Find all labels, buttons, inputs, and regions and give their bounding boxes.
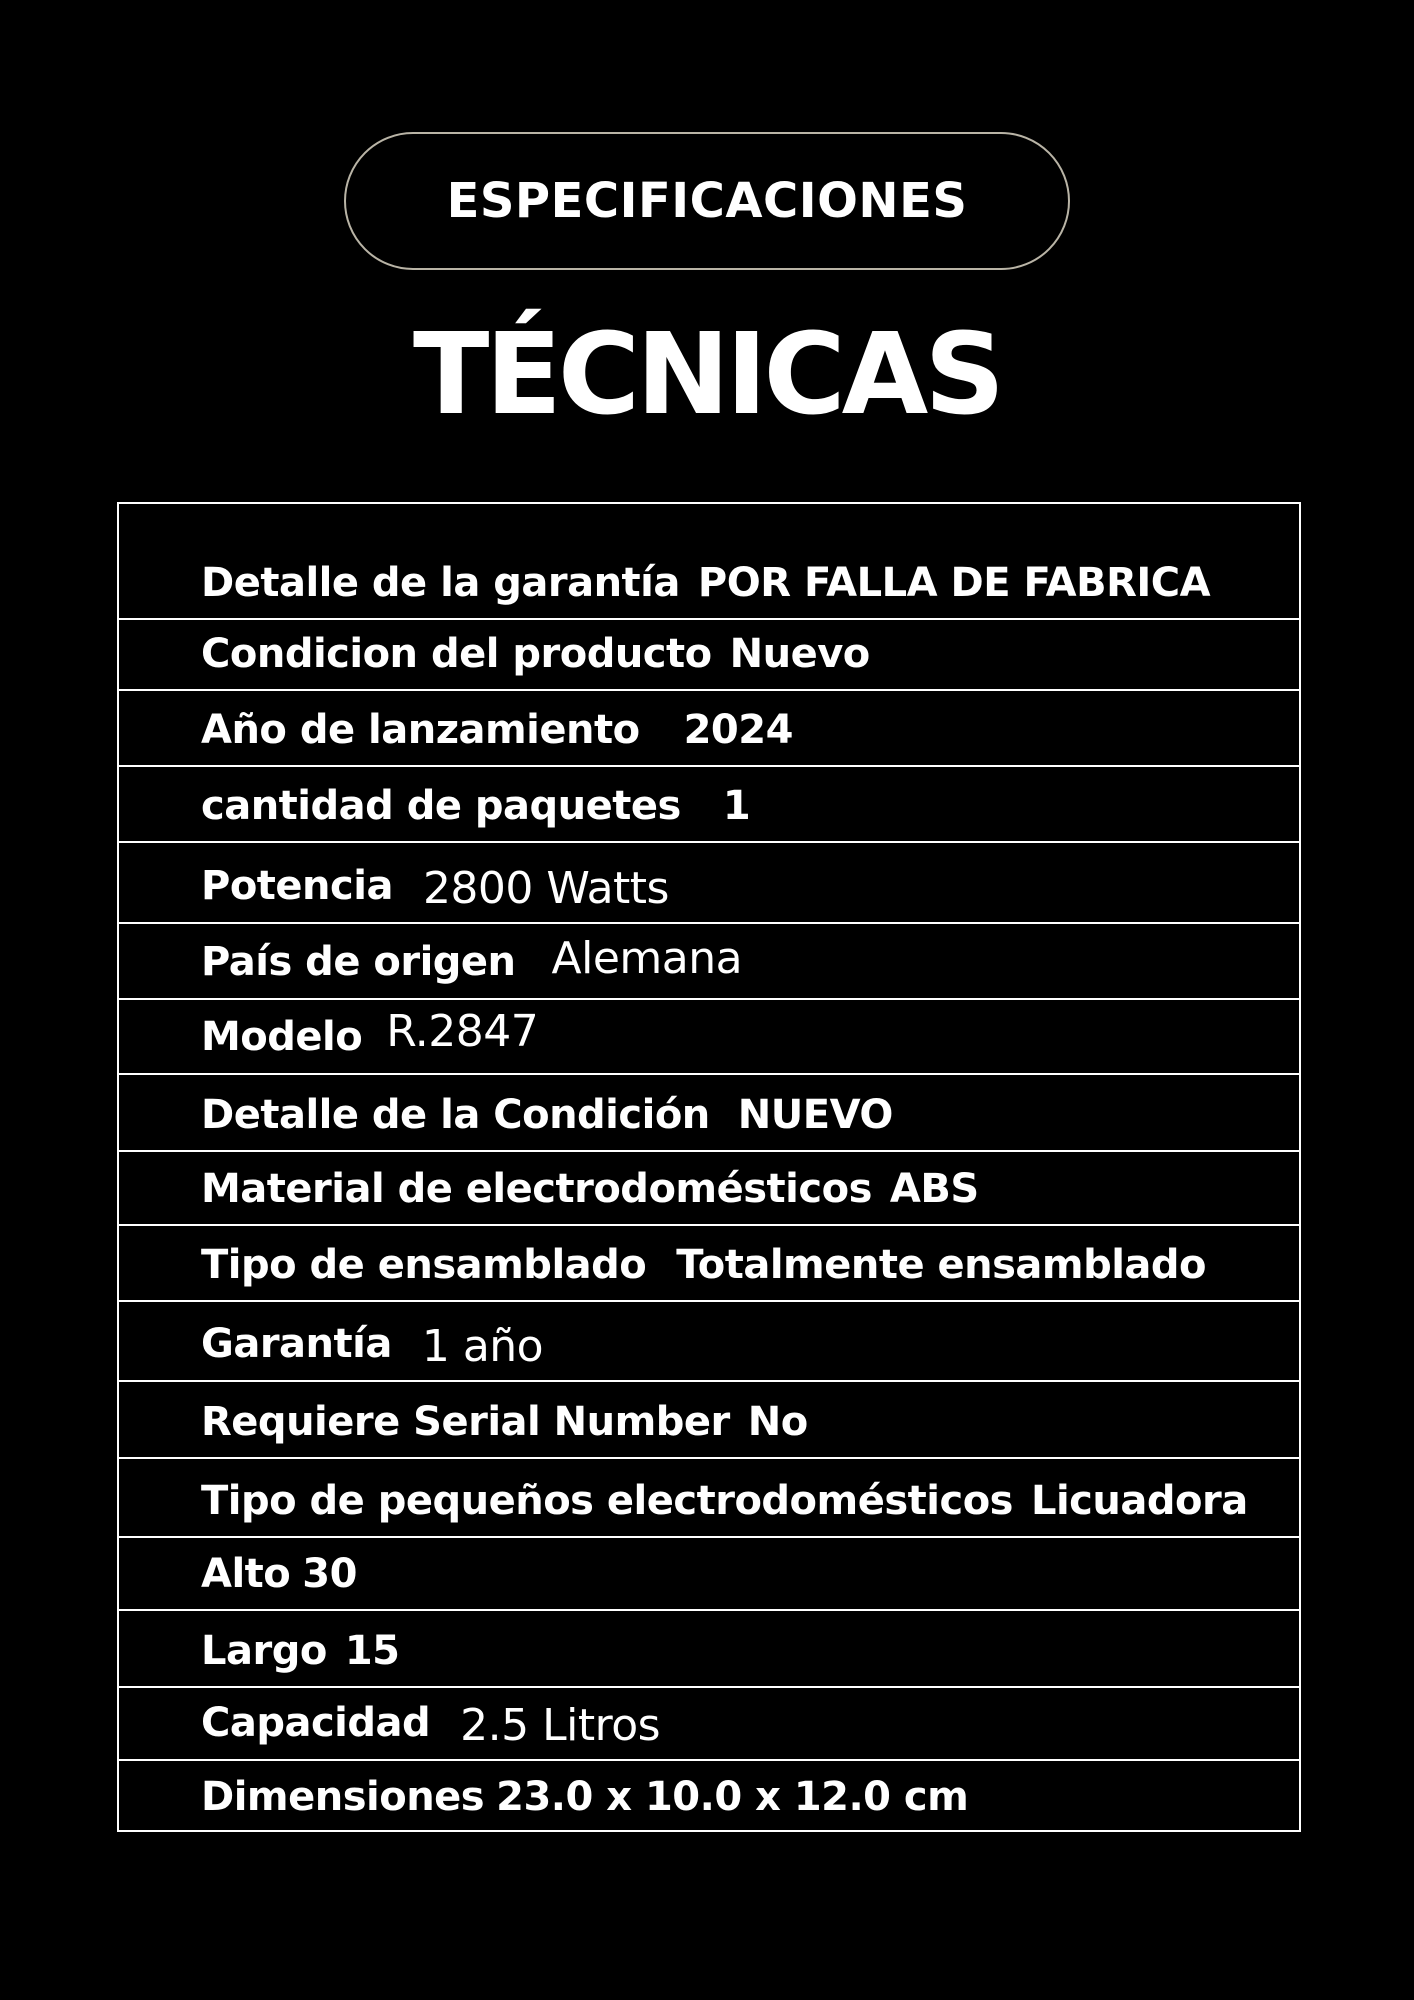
- spec-label: Garantía: [201, 1321, 392, 1367]
- spec-row-model: [119, 1000, 1299, 1075]
- specifications-table: [117, 502, 1301, 1832]
- spec-label: Detalle de la Condición: [201, 1092, 710, 1138]
- spec-label: Capacidad: [201, 1700, 431, 1746]
- spec-row-height: [119, 1538, 1299, 1611]
- spec-label: Largo: [201, 1628, 327, 1674]
- spec-row-warranty-detail: [119, 504, 1299, 620]
- spec-row-small-appliance-type: [119, 1459, 1299, 1538]
- spec-row-power: [119, 843, 1299, 924]
- spec-value: R.2847: [386, 1006, 539, 1057]
- spec-value: NUEVO: [737, 1092, 893, 1138]
- spec-label: Requiere Serial Number: [201, 1399, 730, 1445]
- spec-value: Licuadora: [1030, 1478, 1248, 1524]
- spec-row-dimensions: [119, 1761, 1299, 1832]
- spec-label: Detalle de la garantía: [201, 560, 680, 606]
- spec-label: Condicion del producto: [201, 631, 712, 677]
- spec-value: 2800 Watts: [422, 863, 669, 914]
- specifications-pill: [344, 132, 1070, 270]
- spec-label: Modelo: [201, 1014, 363, 1060]
- spec-label: País de origen: [201, 939, 516, 985]
- spec-value: Alemana: [551, 933, 743, 984]
- spec-value: 1 año: [421, 1321, 544, 1372]
- spec-value: Totalmente ensamblado: [676, 1242, 1207, 1288]
- spec-value: POR FALLA DE FABRICA: [697, 560, 1211, 606]
- spec-label: Tipo de ensamblado: [201, 1242, 647, 1288]
- spec-value: Nuevo: [729, 631, 870, 677]
- spec-value: 23.0 x 10.0 x 12.0 cm: [496, 1774, 969, 1820]
- spec-label: Material de electrodomésticos: [201, 1166, 872, 1212]
- spec-label: Alto: [201, 1551, 291, 1597]
- spec-value: 15: [344, 1628, 400, 1674]
- spec-row-condition-detail: [119, 1075, 1299, 1152]
- spec-value: 30: [302, 1551, 357, 1597]
- spec-row-serial-number: [119, 1382, 1299, 1459]
- spec-row-capacity: [119, 1688, 1299, 1761]
- spec-label: Tipo de pequeños electrodomésticos: [201, 1478, 1013, 1524]
- spec-value: ABS: [889, 1166, 979, 1212]
- spec-value: 2.5 Litros: [460, 1700, 661, 1751]
- spec-label: Potencia: [201, 863, 393, 909]
- spec-row-warranty: [119, 1302, 1299, 1382]
- spec-row-appliance-material: [119, 1152, 1299, 1226]
- spec-label: cantidad de paquetes: [201, 783, 681, 829]
- spec-row-package-count: [119, 767, 1299, 843]
- spec-row-product-condition: [119, 620, 1299, 691]
- spec-value: No: [747, 1399, 808, 1445]
- spec-value: 1: [722, 783, 751, 829]
- pill-label: ESPECIFICACIONES: [446, 173, 968, 229]
- spec-row-length: [119, 1611, 1299, 1688]
- page-title: TÉCNICAS: [412, 310, 1002, 440]
- spec-label: Año de lanzamiento: [201, 707, 640, 753]
- spec-row-release-year: [119, 691, 1299, 767]
- spec-row-assembly-type: [119, 1226, 1299, 1302]
- spec-value: 2024: [683, 707, 793, 753]
- spec-row-country-of-origin: [119, 924, 1299, 1000]
- spec-label: Dimensiones: [201, 1774, 485, 1820]
